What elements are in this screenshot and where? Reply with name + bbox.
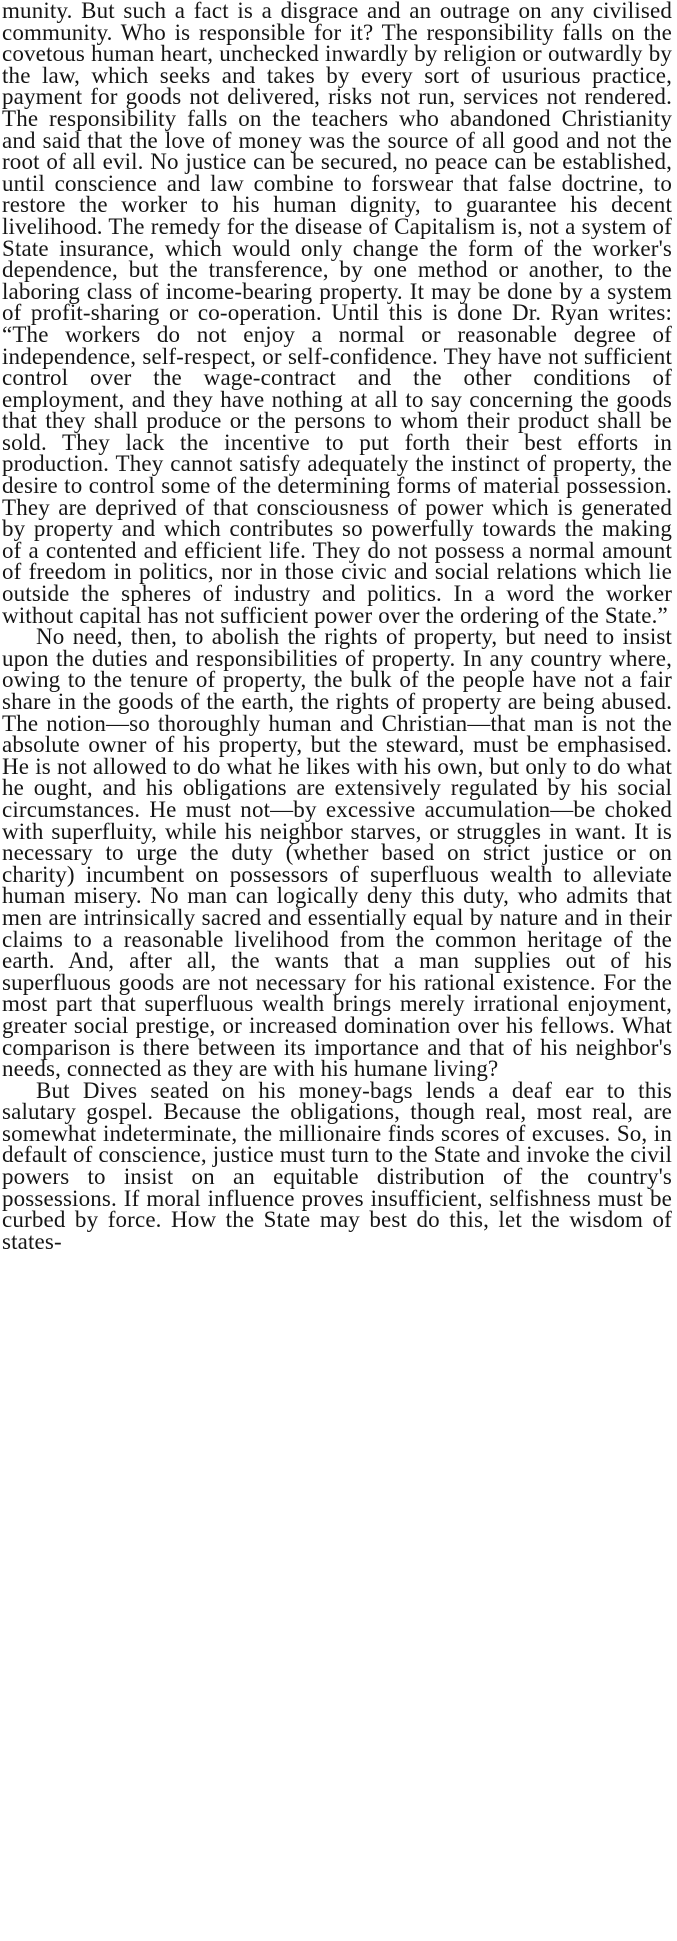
article-paragraph-3: But Dives seated on his money-bags lends a deaf ear to this salutary gospel. Because the obligations, though real, most real, are somewhat indeterminate, the millionaire finds scores of excuses. So, in default of conscience, justice must turn to the State and invoke the civil powers to insist on an equitable distribution of the country's possessions. If moral influence proves insufficient, selfishness must be curbed by force. How the State may best do this, let the wisdom of states- — [2, 1077, 672, 1254]
article-column — [2, 0, 672, 1252]
article-paragraph-2: No need, then, to abolish the rights of property, but need to insist upon the duties and responsibilities of property. In any country where, owing to the tenure of property, the bulk of the people have not a fair share in the goods of the earth, the rights of property are being abused. The notion—so thoroughly human and Christian—that man is not the absolute owner of his property, but the steward, must be emphasised. He is not allowed to do what he likes with his own, but only to do what he ought, and his obligations are extensively regulated by his social circumstances. He must not—by excessive accumulation—be choked with superfluity, while his neighbor starves, or struggles in want. It is necessary to urge the duty (whether based on strict justice or on charity) incumbent on possessors of superfluous wealth to alleviate human misery. No man can logically deny this duty, who admits that men are intrinsically sacred and essentially equal by nature and in their claims to a reasonable livelihood from the common heritage of the earth. And, after all, the wants that a man supplies out of his superfluous goods are not necessary for his rational existence. For the most part that superfluous wealth brings merely irrational enjoyment, greater social prestige, or increased domination over his fellows. What comparison is there between its importance and that of his neighbor's needs, connected as they are with his humane living? — [2, 624, 672, 1082]
article-paragraph-1: munity. But such a fact is a disgrace and an outrage on any civilised community. Who is responsible for it? The responsibility falls on the covetous human heart, unchecked inwardly by religion or outwardly by the law, which seeks and takes by every sort of usurious practice, payment for goods not delivered, risks not run, services not rendered. The responsibility falls on the teachers who abandoned Christianity and said that the love of money was the source of all good and not the root of all evil. No justice can be secured, no peace can be established, until conscience and law combine to forswear that false doctrine, to restore the worker to his human dignity, to guarantee his decent livelihood. The remedy for the disease of Capitalism is, not a system of State insurance, which would only change the form of the worker's dependence, but the transference, by one method or another, to the laboring class of income-bearing property. It may be done by a system of profit-sharing or co-operation. Until this is done Dr. Ryan writes: “The workers do not enjoy a normal or reasonable degree of independence, self-respect, or self-confidence. They have not sufficient control over the wage-contract and the other conditions of employment, and they have nothing at all to say concerning the goods that they shall produce or the persons to whom their product shall be sold. They lack the incentive to put forth their best efforts in production. They cannot satisfy adequately the instinct of property, the desire to control some of the determining forms of material possession. They are deprived of that consciousness of power which is generated by property and which contributes so powerfully towards the making of a contented and efficient life. They do not possess a normal amount of freedom in politics, nor in those civic and social relations which lie outside the spheres of industry and politics. In a word the worker without capital has not sufficient power over the ordering of the State.” — [2, 0, 672, 628]
